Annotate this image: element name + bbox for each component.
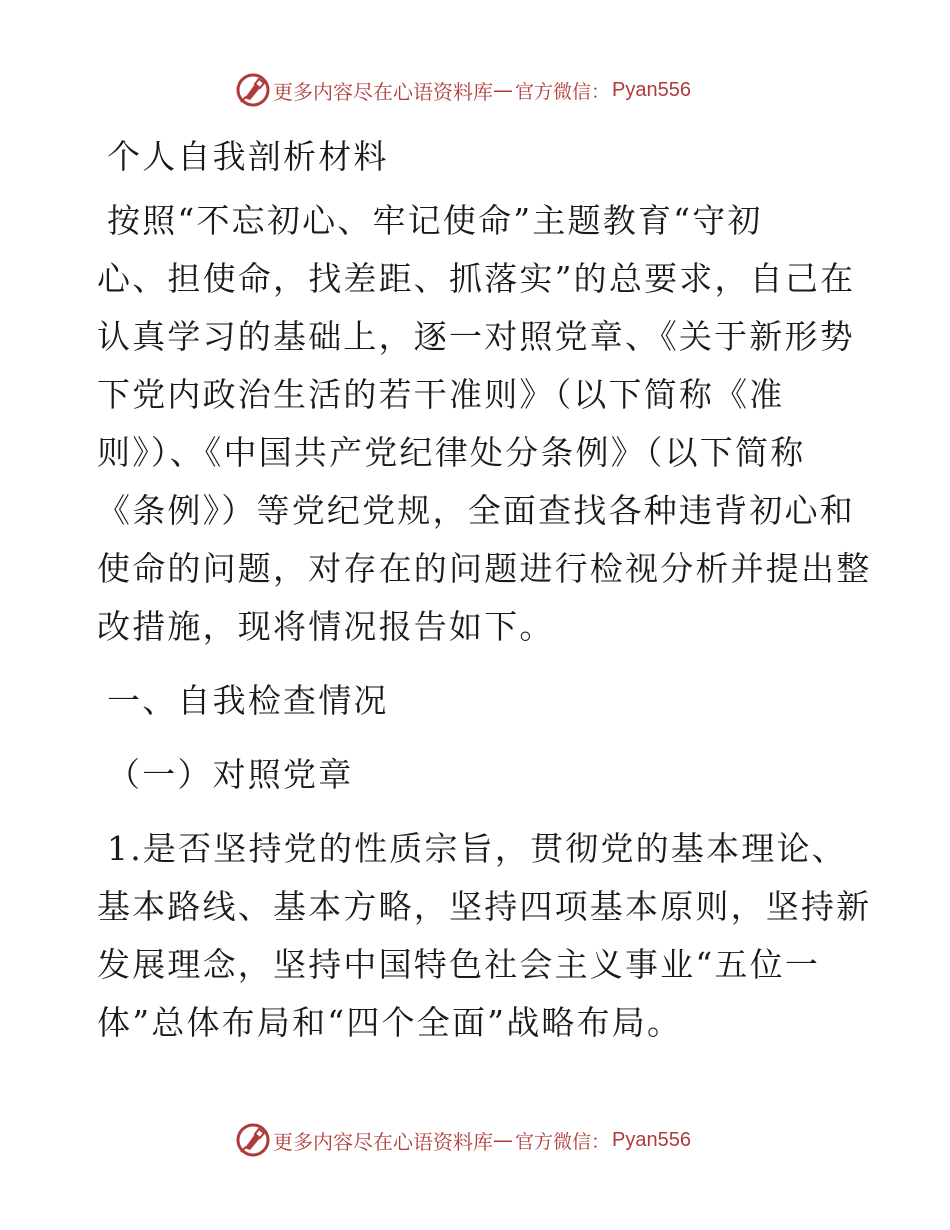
banner-text: 更多内容尽在心语资料库 (273, 1129, 493, 1154)
section-heading: 一、自我检查情况 (107, 681, 389, 720)
banner-wechat-label: 官方微信： (515, 1130, 611, 1153)
banner-text: 更多内容尽在心语资料库 (273, 79, 493, 104)
paragraph-line: 《条例》）等党纪党规，全面查找各种违背初心和 (97, 491, 855, 530)
subsection-heading: （一）对照党章 (107, 755, 354, 794)
banner-dash: — (493, 78, 513, 102)
paragraph-line: 心、担使命，找差距、抓落实”的总要求，自己在 (97, 259, 856, 298)
document-title: 个人自我剖析材料 (107, 137, 389, 176)
paragraph-line: 下党内政治生活的若干准则》（以下简称《准 (97, 375, 785, 414)
paragraph-line: 则》）、《中国共产党纪律处分条例》（以下简称 (97, 433, 806, 472)
paragraph-line: 改措施，现将情况报告如下。 (97, 607, 555, 646)
paragraph-line: 使命的问题，对存在的问题进行检视分析并提出整 (97, 549, 872, 588)
paragraph-line: 按照“不忘初心、牢记使命”主题教育“守初 (107, 201, 763, 240)
item-paragraph (97, 820, 872, 1052)
paragraph-line: 认真学习的基础上，逐一对照党章、《关于新形势 (97, 317, 855, 356)
header-banner (235, 72, 691, 108)
banner-wechat-id: Pyan556 (612, 78, 691, 101)
banner-wechat-id: Pyan556 (612, 1128, 691, 1151)
pen-nib-logo-icon (235, 1122, 271, 1158)
footer-banner (235, 1122, 691, 1158)
pen-nib-logo-icon (235, 72, 271, 108)
paragraph-line: 发展理念，坚持中国特色社会主义事业“五位一 (97, 945, 821, 984)
paragraph-line: 1.是否坚持党的性质宗旨，贯彻党的基本理论、 (107, 829, 847, 868)
banner-dash: — (493, 1128, 513, 1152)
paragraph-line: 基本路线、基本方略，坚持四项基本原则，坚持新 (97, 887, 872, 926)
document-body (97, 120, 872, 1068)
banner-wechat-label: 官方微信： (515, 80, 611, 103)
paragraph-line: 体”总体布局和“四个全面”战略布局。 (97, 1003, 683, 1042)
intro-paragraph (97, 192, 872, 656)
